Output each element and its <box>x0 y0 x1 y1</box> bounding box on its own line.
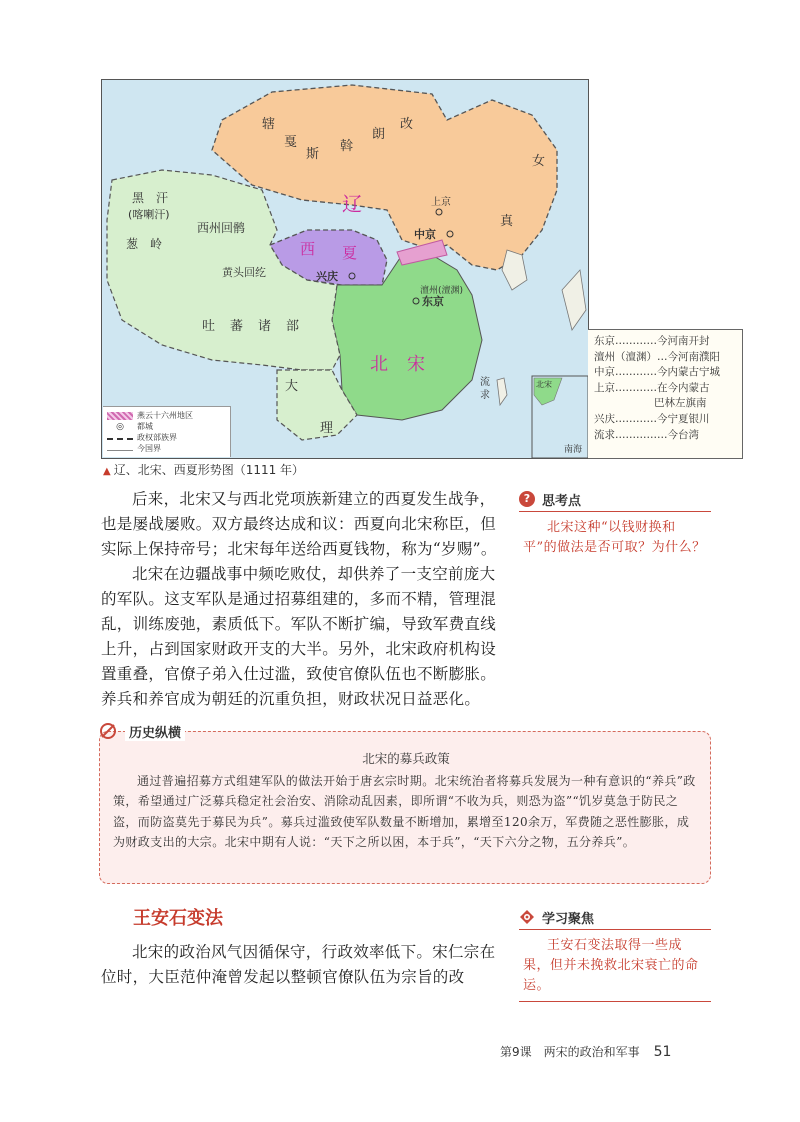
label-nanhai: 南海 <box>564 445 583 455</box>
label-heihan: 黑 汗 <box>132 191 169 205</box>
label-tubo-4: 部 <box>286 319 300 334</box>
label-xixia-a: 西 <box>300 240 316 258</box>
question-icon: ? <box>519 491 535 507</box>
page-footer <box>500 1043 671 1060</box>
legend-modern: 今国界 <box>137 444 161 453</box>
map-caption: ▲ 辽、北宋、西夏形势图（1111 年） <box>103 463 305 477</box>
think-point-title: 思考点 <box>542 493 582 509</box>
history-swirl-icon <box>99 722 117 740</box>
learning-focus-box <box>519 905 711 999</box>
label-zhen: 真 <box>500 214 514 229</box>
place-row: 东京…………今河南开封 <box>594 335 710 347</box>
label-dali-a: 大 <box>285 379 299 394</box>
label-tubo-3: 诸 <box>258 319 272 334</box>
map-legend: 燕云十六州地区 ◎ 都城 政权部族界 今国界 <box>103 406 231 457</box>
label-xizhou: 西州回鹘 <box>197 221 246 235</box>
label-chanzhou: 澶州(澶渊) <box>420 286 464 296</box>
place-row: 流求……………今台湾 <box>594 428 699 441</box>
label-woliangai-3: 改 <box>400 117 414 132</box>
place-row: 兴庆…………今宁夏银川 <box>594 412 710 425</box>
label-liuqiu-2: 求 <box>480 390 490 401</box>
place-row: 中京…………今内蒙古宁城 <box>594 366 720 379</box>
label-huangtou: 黄头回纥 <box>222 266 266 279</box>
label-xiazhasi-1: 辖 <box>262 117 276 132</box>
think-point-box <box>519 487 711 583</box>
paragraph-1: 后来，北宋又与西北党项族新建立的西夏发生战争，也是屡战屡败。双方最终达成和议：西夏向北宋称臣，但实际上保持帝号；北宋每年送给西夏钱物，称为“岁赐”。 <box>101 490 497 558</box>
history-heading: 北宋的募兵政策 <box>362 751 450 766</box>
label-liuqiu-1: 流 <box>480 377 490 388</box>
label-beisong-b: 宋 <box>407 354 425 375</box>
place-name-box <box>588 329 743 459</box>
label-beisong-inset: 北宋 <box>536 380 552 389</box>
place-row: 澶州（澶渊）…今河南濮阳 <box>594 350 720 363</box>
paragraph-3: 北宋的政治风气因循保守，行政效率低下。宋仁宗在位时，大臣范仲淹曾发起以整顿官僚队伍为宗旨的改 <box>101 943 496 986</box>
think-point-text: 北宋这种“以钱财换和平”的做法是否可取？为什么？ <box>523 520 706 555</box>
island-taiwan <box>497 378 507 405</box>
history-panel-content <box>113 749 699 853</box>
focus-title: 学习聚焦 <box>542 911 595 927</box>
place-row: 巴林左旗南 <box>654 397 707 410</box>
label-xiazhasi-3: 斯 <box>306 147 320 162</box>
label-tubo-1: 吐 <box>202 319 216 334</box>
label-kala: (喀喇汗) <box>128 208 170 221</box>
label-dali-b: 理 <box>320 421 334 436</box>
paragraph-2: 北宋在边疆战事中频吃败仗，却供养了一支空前庞大的军队。这支军队是通过招募组建的，多而不精，管理混乱，训练废弛，素质低下。军队不断扩编，导致军费直线上升，占到国家财政开支的大半。另外，北宋政府机构设置重叠，官僚子弟入仕过滥，致使官僚队伍也不断膨胀。养兵和养官成为朝廷的沉重负担，财政状况日益恶化。 <box>101 565 497 708</box>
focus-divider <box>519 1001 711 1002</box>
label-woliangai-2: 朗 <box>372 127 386 142</box>
section-title: 王安石变法 <box>133 908 223 929</box>
place-row: 上京…………在今内蒙古 <box>594 381 710 394</box>
label-dongjing: 东京 <box>422 295 444 308</box>
historical-map <box>101 79 589 459</box>
label-woliangai-1: 斡 <box>340 139 354 154</box>
history-panel-title: 历史纵横 <box>125 722 185 741</box>
label-xingqing: 兴庆 <box>316 270 338 283</box>
label-congling: 葱 岭 <box>126 237 163 251</box>
history-text: 通过普遍招募方式组建军队的做法开始于唐玄宗时期。北宋统治者将募兵发展为一种有意识的“养兵”政策，希望通过广泛募兵稳定社会治安、消除动乱因素，即所谓“不收为兵，则恐为盗”“饥岁莫急于防民之盗，而防盗莫先于募民为兵”。募兵过滥致使军队数量不断增加，累增至120余万，军费随之恶性膨胀，成为财政支出的大宗。北宋中期有人说：“天下之所以困，本于兵”，“天下六分之物，五分养兵”。 <box>113 773 696 849</box>
focus-target-icon <box>519 909 535 925</box>
triangle-icon: ▲ <box>103 466 111 477</box>
label-nv: 女 <box>532 154 546 169</box>
legend-capital: 都城 <box>137 422 153 431</box>
label-xiazhasi-2: 戛 <box>284 135 298 150</box>
label-zhongjing: 中京 <box>414 228 436 241</box>
history-panel-header <box>99 719 185 743</box>
lesson-title: 第9课 两宋的政治和军事 <box>500 1045 640 1059</box>
label-shangjing: 上京 <box>431 197 451 208</box>
label-tubo-2: 蕃 <box>230 319 244 334</box>
page-number: 51 <box>653 1044 672 1060</box>
legend-tribal: 政权部族界 <box>137 433 177 442</box>
label-beisong-a: 北 <box>370 354 388 375</box>
focus-text: 王安石变法取得一些成果，但并未挽救北宋衰亡的命运。 <box>523 938 699 993</box>
label-liao: 辽 <box>342 192 362 216</box>
legend-yanyun: 燕云十六州地区 <box>137 411 193 420</box>
label-xixia-b: 夏 <box>342 244 358 262</box>
